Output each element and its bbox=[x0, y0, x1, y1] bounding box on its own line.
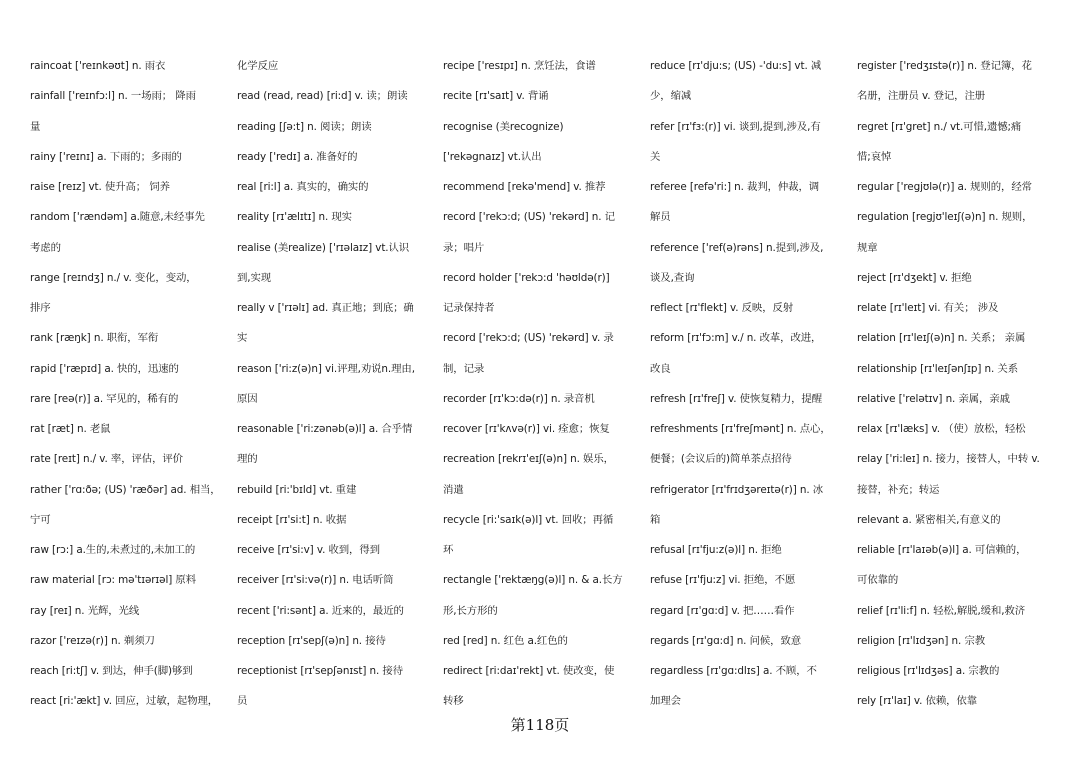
entry-line: relax [rɪ'læks] v. （使）放松，轻松 bbox=[857, 423, 1026, 435]
entry-line: rely [rɪ'laɪ] v. 依赖，依靠 bbox=[857, 695, 977, 708]
entry-line: religion [rɪ'lɪdʒən] n. 宗教 bbox=[857, 634, 986, 647]
entry-line: receive [rɪ'si:v] v. 收到，得到 bbox=[237, 544, 380, 556]
entry-line: raw material [rɔ: mə'tɪərɪəl] 原料 bbox=[30, 574, 196, 587]
entry-line: 员 bbox=[237, 695, 248, 708]
entry-line: ['rekəgnaɪz] vt.认出 bbox=[443, 150, 542, 163]
entry-line: 转移 bbox=[443, 695, 464, 708]
vocabulary-column-5 bbox=[857, 51, 1053, 717]
entry-line: relief [rɪ'li:f] n. 轻松,解脱,缓和,救济 bbox=[857, 604, 1026, 617]
entry-line: recommend [rekə'mend] v. 推荐 bbox=[443, 181, 606, 193]
entry-line: 改良 bbox=[650, 362, 671, 375]
entry-line: 少，缩减 bbox=[650, 90, 692, 103]
entry-line: 宁可 bbox=[30, 513, 51, 526]
entry-line: refrigerator [rɪ'frɪdʒəreɪtə(r)] n. 冰 bbox=[650, 483, 824, 496]
entry-line: reality [rɪ'ælɪtɪ] n. 现实 bbox=[237, 211, 352, 224]
entry-line: 加理会 bbox=[650, 695, 681, 708]
entry-line: reach [ri:tʃ] v. 到达，伸手(脚)够到 bbox=[30, 665, 193, 677]
entry-line: 理的 bbox=[237, 453, 258, 466]
entry-line: receptionist [rɪ'sepʃənɪst] n. 接待 bbox=[237, 665, 404, 677]
entry-line: 记录保持者 bbox=[443, 302, 495, 314]
entry-line: recover [rɪ'kʌvə(r)] vi. 痊愈；恢复 bbox=[443, 423, 610, 435]
entry-line: rat [ræt] n. 老鼠 bbox=[30, 423, 111, 435]
entry-line: really v ['rɪəlɪ] ad. 真正地；到底；确 bbox=[237, 302, 414, 314]
entry-line: 惜;哀悼 bbox=[857, 150, 892, 163]
entry-line: 环 bbox=[443, 544, 454, 556]
entry-line: rebuild [ri:'bɪld] vt. 重建 bbox=[237, 483, 357, 496]
entry-line: recycle [ri:'saɪk(ə)l] vt. 回收；再循 bbox=[443, 513, 614, 526]
entry-line: reject [rɪ'dʒekt] v. 拒绝 bbox=[857, 271, 972, 284]
vocabulary-column-4 bbox=[650, 51, 846, 717]
entry-line: raincoat ['reɪnkəʊt] n. 雨衣 bbox=[30, 60, 166, 72]
entry-line: read (read, read) [ri:d] v. 读；朗读 bbox=[237, 90, 408, 103]
entry-line: rare [reə(r)] a. 罕见的，稀有的 bbox=[30, 392, 179, 405]
entry-line: 规章 bbox=[857, 241, 878, 254]
entry-line: rank [ræŋk] n. 职衔，军衔 bbox=[30, 332, 159, 345]
entry-line: refuse [rɪ'fju:z] vi. 拒绝，不愿 bbox=[650, 574, 796, 587]
page-number: 第118页 bbox=[510, 716, 570, 734]
vocabulary-column-1 bbox=[30, 51, 226, 717]
entry-line: reading [ʃə:t] n. 阅读；朗读 bbox=[237, 120, 372, 133]
entry-line: 化学反应 bbox=[237, 60, 279, 72]
entry-line: regret [rɪ'gret] n./ vt.可惜,遗憾;痛 bbox=[857, 120, 1022, 133]
entry-line: recent ['ri:sənt] a. 近来的，最近的 bbox=[237, 604, 404, 617]
entry-line: relevant a. 紧密相关,有意义的 bbox=[857, 513, 1001, 526]
entry-line: rainfall ['reɪnfɔ:l] n. 一场雨； 降雨 bbox=[30, 90, 196, 103]
entry-line: regardless [rɪ'gɑ:dlɪs] a. 不顾，不 bbox=[650, 665, 817, 677]
entry-line: 到,实现 bbox=[237, 271, 272, 284]
entry-line: refusal [rɪ'fju:z(ə)l] n. 拒绝 bbox=[650, 544, 782, 556]
entry-line: redirect [ri:daɪ'rekt] vt. 使改变，使 bbox=[443, 665, 615, 677]
vocabulary-column-3 bbox=[443, 51, 639, 717]
entry-line: receipt [rɪ'si:t] n. 收据 bbox=[237, 513, 347, 526]
entry-line: ready ['redɪ] a. 准备好的 bbox=[237, 150, 358, 163]
entry-line: 箱 bbox=[650, 513, 661, 526]
entry-line: 谈及,查询 bbox=[650, 271, 695, 284]
entry-line: register ['redʒɪstə(r)] n. 登记簿，花 bbox=[857, 60, 1032, 72]
entry-line: recognise (美recognize) bbox=[443, 120, 564, 133]
entry-line: 接替，补充；转运 bbox=[857, 483, 940, 496]
entry-line: razor ['reɪzə(r)] n. 剃须刀 bbox=[30, 634, 155, 647]
entry-line: recite [rɪ'saɪt] v. 背诵 bbox=[443, 90, 549, 103]
entry-line: 实 bbox=[237, 332, 248, 345]
entry-line: reform [rɪ'fɔ:m] v./ n. 改革，改进， bbox=[650, 332, 822, 345]
entry-line: 关 bbox=[650, 150, 661, 163]
entry-line: 名册，注册员 v. 登记，注册 bbox=[857, 90, 986, 103]
entry-line: recreation [rekrɪ'eɪʃ(ə)n] n. 娱乐， bbox=[443, 453, 614, 466]
entry-line: real [ri:l] a. 真实的，确实的 bbox=[237, 181, 369, 193]
entry-line: 考虑的 bbox=[30, 241, 61, 254]
entry-line: 制，记录 bbox=[443, 362, 485, 375]
entry-line: reduce [rɪ'dju:s; (US) -'du:s] vt. 减 bbox=[650, 60, 822, 72]
entry-line: 量 bbox=[30, 120, 41, 133]
entry-line: relative ['relətɪv] n. 亲属，亲戚 bbox=[857, 392, 1010, 405]
entry-line: 解员 bbox=[650, 211, 671, 224]
entry-line: recorder [rɪ'kɔ:də(r)] n. 录音机 bbox=[443, 392, 595, 405]
entry-line: rate [reɪt] n./ v. 率，评估，评价 bbox=[30, 453, 183, 466]
entry-line: religious [rɪ'lɪdʒəs] a. 宗教的 bbox=[857, 665, 1000, 677]
entry-line: refresh [rɪ'freʃ] v. 使恢复精力，提醒 bbox=[650, 392, 822, 405]
entry-line: random ['rændəm] a.随意,未经事先 bbox=[30, 211, 205, 224]
entry-line: relation [rɪ'leɪʃ(ə)n] n. 关系； 亲属 bbox=[857, 332, 1026, 345]
entry-line: regard [rɪ'gɑ:d] v. 把……看作 bbox=[650, 604, 795, 617]
entry-line: record ['rekɔ:d; (US) 'rekərd] n. 记 bbox=[443, 211, 615, 224]
entry-line: 形,长方形的 bbox=[443, 604, 498, 617]
entry-line: reliable [rɪ'laɪəb(ə)l] a. 可信赖的， bbox=[857, 544, 1027, 556]
entry-line: rapid ['ræpɪd] a. 快的，迅速的 bbox=[30, 362, 179, 375]
entry-line: 原因 bbox=[237, 392, 258, 405]
entry-line: reception [rɪ'sepʃ(ə)n] n. 接待 bbox=[237, 634, 386, 647]
entry-line: rectangle ['rektæŋg(ə)l] n. & a.长方 bbox=[443, 574, 623, 587]
entry-line: regular ['regjʊlə(r)] a. 规则的，经常 bbox=[857, 181, 1032, 193]
entry-line: rainy ['reɪnɪ] a. 下雨的；多雨的 bbox=[30, 150, 182, 163]
entry-line: regards [rɪ'gɑ:d] n. 问候，致意 bbox=[650, 634, 802, 647]
entry-line: referee [refə'ri:] n. 裁判，仲裁，调 bbox=[650, 181, 820, 193]
entry-line: refreshments [rɪ'freʃmənt] n. 点心， bbox=[650, 423, 831, 435]
entry-line: relate [rɪ'leɪt] vi. 有关； 涉及 bbox=[857, 302, 999, 314]
entry-line: 可依靠的 bbox=[857, 574, 899, 587]
entry-line: recipe ['resɪpɪ] n. 烹饪法，食谱 bbox=[443, 60, 596, 72]
entry-line: 便餐；(会议后的)简单茶点招待 bbox=[650, 453, 792, 466]
entry-line: realise (美realize) ['rɪəlaɪz] vt.认识 bbox=[237, 241, 410, 254]
entry-line: refer [rɪ'fɜ:(r)] vi. 谈到,提到,涉及,有 bbox=[650, 120, 821, 133]
entry-line: 录；唱片 bbox=[443, 241, 485, 254]
entry-line: range [reɪndʒ] n./ v. 变化，变动， bbox=[30, 271, 197, 284]
entry-line: reference ['ref(ə)rəns] n.提到,涉及, bbox=[650, 241, 824, 254]
entry-line: reflect [rɪ'flekt] v. 反映，反射 bbox=[650, 302, 794, 314]
entry-line: red [red] n. 红色 a.红色的 bbox=[443, 634, 568, 647]
entry-line: record holder ['rekɔ:d 'həʊldə(r)] bbox=[443, 271, 610, 284]
vocabulary-columns bbox=[0, 51, 1080, 717]
entry-line: relationship [rɪ'leɪʃənʃɪp] n. 关系 bbox=[857, 362, 1019, 375]
entry-line: reason ['ri:z(ə)n] vi.评理,劝说n.理由, bbox=[237, 362, 415, 375]
entry-line: receiver [rɪ'si:və(r)] n. 电话听筒 bbox=[237, 574, 394, 587]
entry-line: raise [reɪz] vt. 使升高； 饲养 bbox=[30, 181, 170, 193]
entry-line: record ['rekɔ:d; (US) 'rekərd] v. 录 bbox=[443, 332, 614, 345]
entry-line: 消遣 bbox=[443, 483, 464, 496]
entry-line: react [ri:'ækt] v. 回应，过敏，起物理， bbox=[30, 695, 219, 708]
entry-line: reasonable ['ri:zənəb(ə)l] a. 合乎情 bbox=[237, 423, 413, 435]
entry-line: raw [rɔ:] a.生的,未煮过的,未加工的 bbox=[30, 544, 196, 556]
entry-line: rather ['rɑ:ðə; (US) 'ræðər] ad. 相当， bbox=[30, 483, 221, 496]
entry-line: 排序 bbox=[30, 302, 51, 314]
entry-line: ray [reɪ] n. 光辉，光线 bbox=[30, 604, 140, 617]
vocabulary-column-2 bbox=[237, 51, 433, 717]
entry-line: relay ['ri:leɪ] n. 接力，接替人，中转 v. bbox=[857, 453, 1040, 466]
entry-line: regulation [regjʊ'leɪʃ(ə)n] n. 规则， bbox=[857, 211, 1033, 224]
